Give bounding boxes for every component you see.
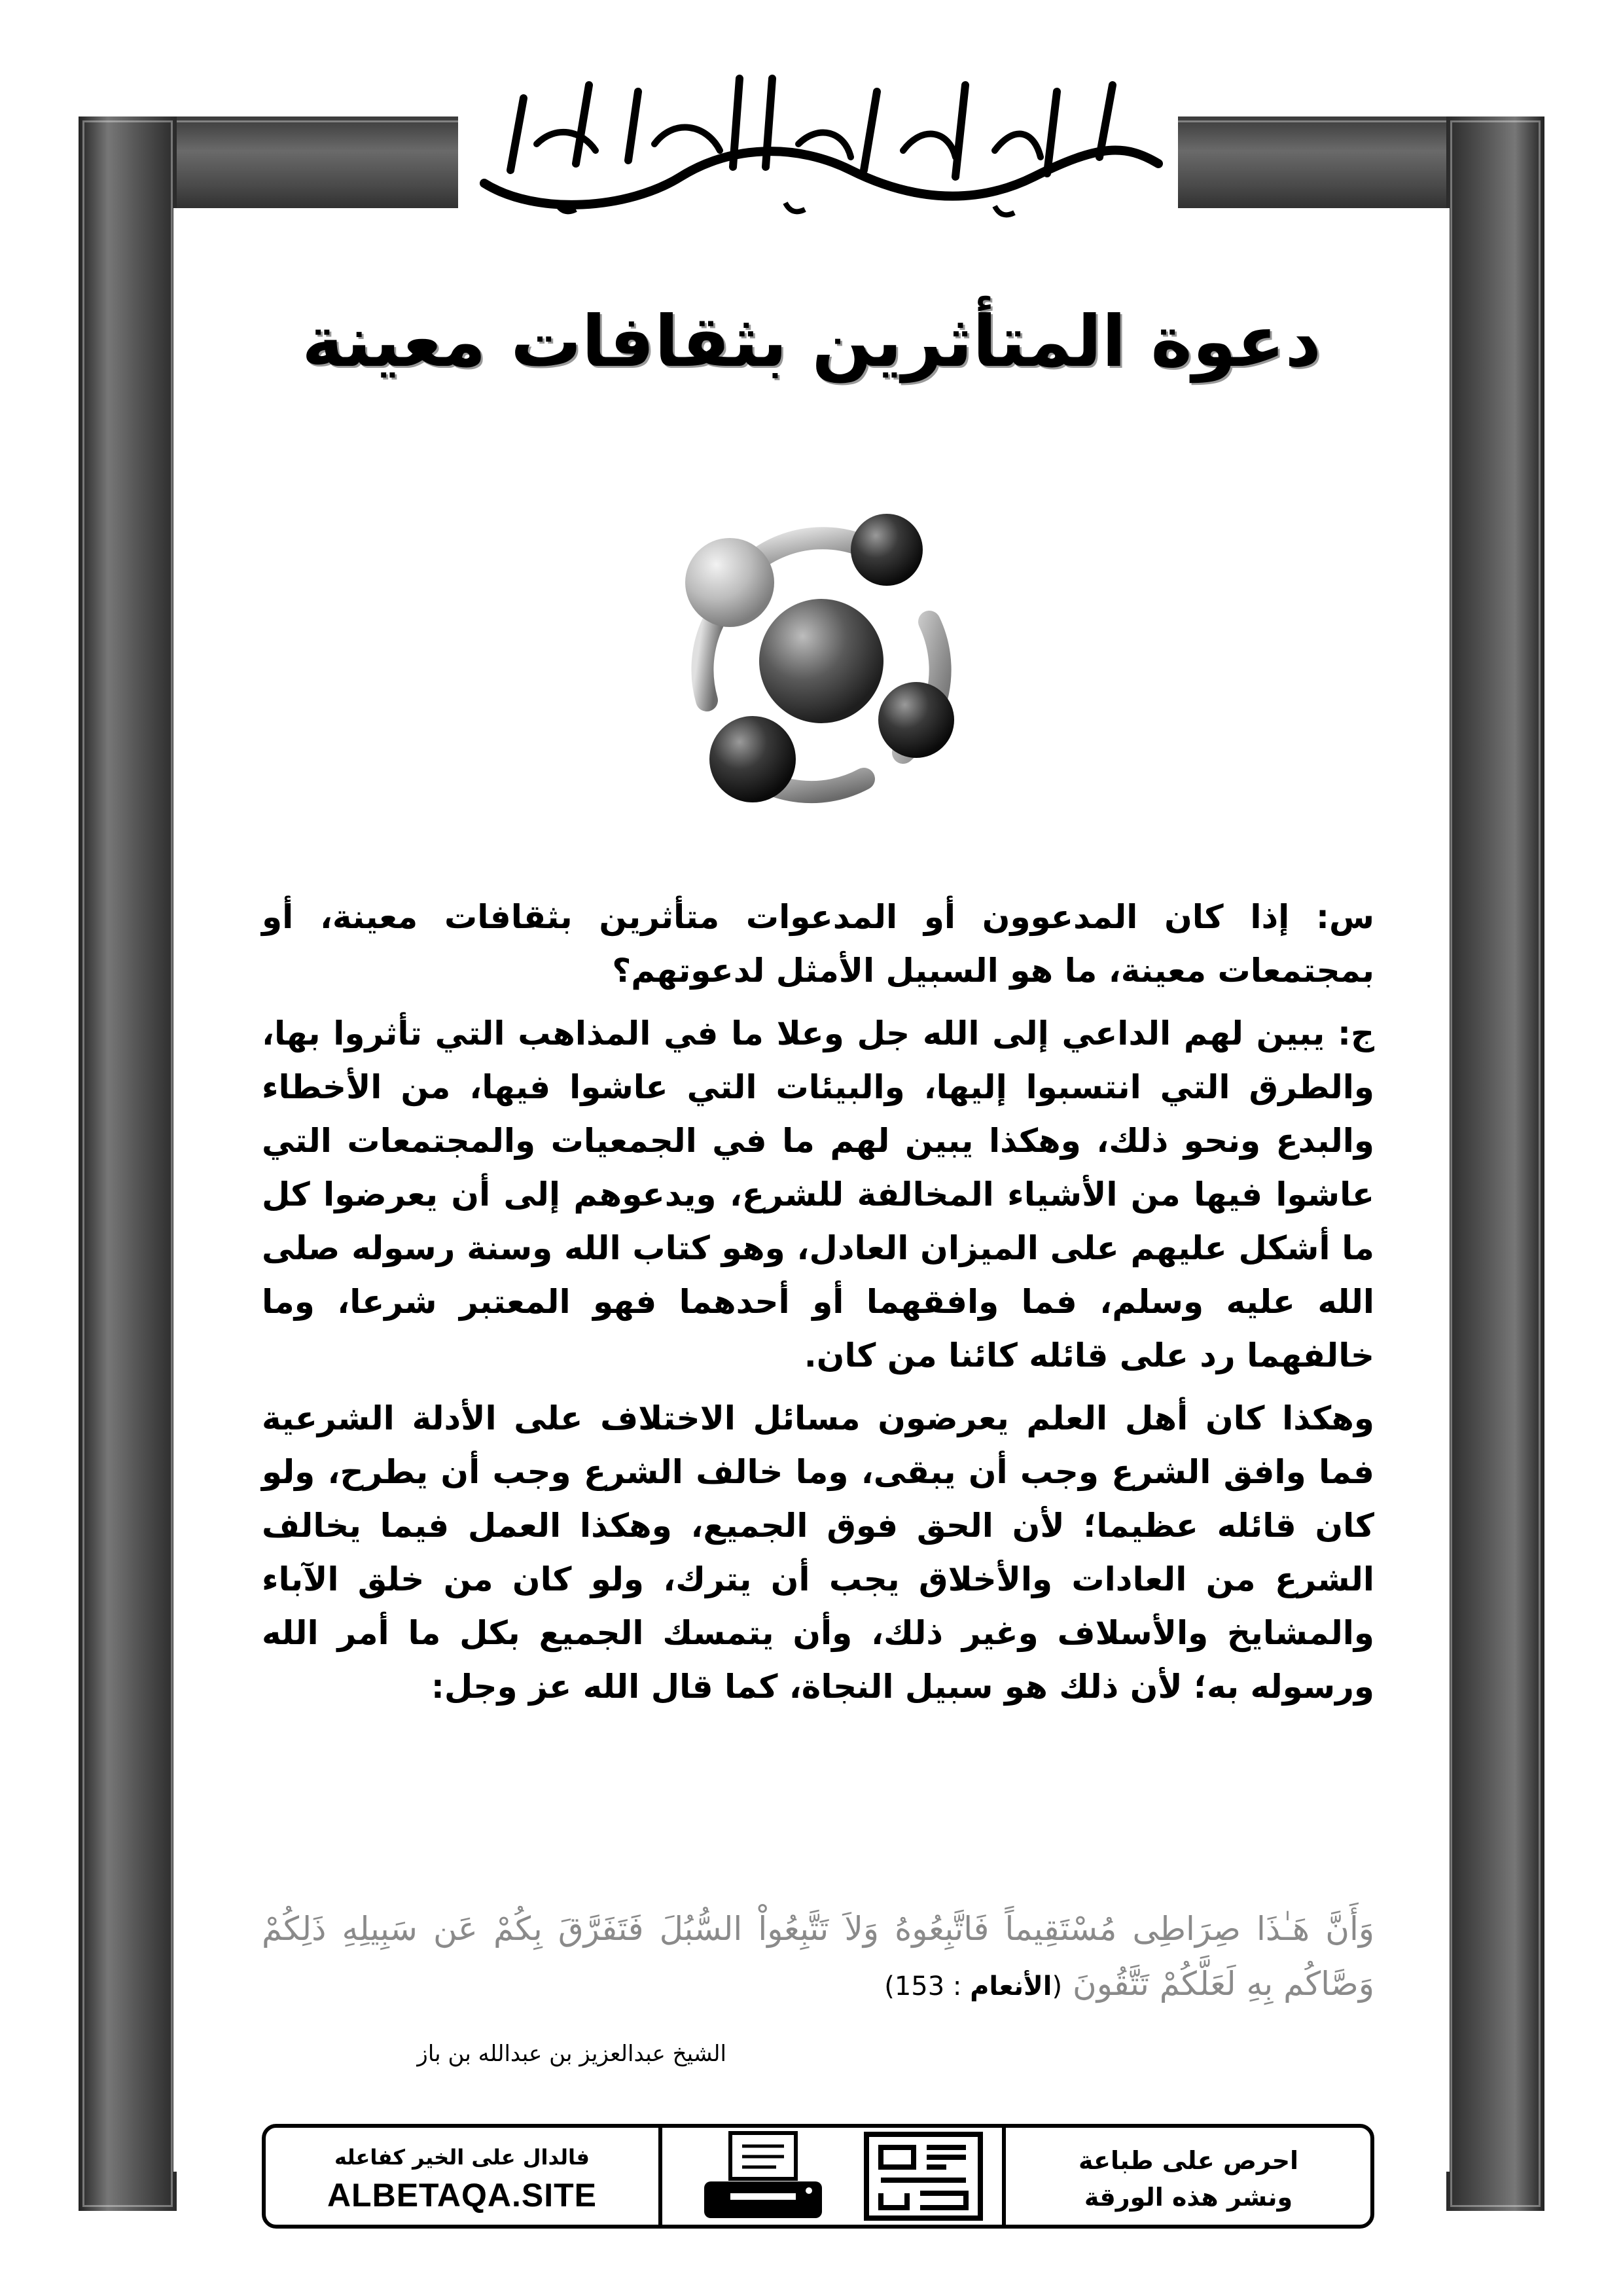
verse-text: وَأَنَّ هَـٰذَا صِرَاطِى مُسْتَقِيماً فَاتَّبِعُوهُ وَلاَ تَتَّبِعُواْ السُّبُلَ فَتَفَرَّقَ بِكُمْ عَن سَبِيلِهِ ذَلِكُمْ وَصَّاكُم بِهِ لَعَلَّكُمْ تَتَّقُونَ xyxy=(262,1910,1374,2003)
frame-right xyxy=(1446,117,1544,2211)
printer-icon xyxy=(685,2128,842,2225)
cta-line-1: احرص على طباعة xyxy=(1078,2146,1299,2175)
verse-ref-number: : 153) xyxy=(884,1971,971,2001)
basmala xyxy=(458,46,1178,236)
verse-surah: الأنعام xyxy=(970,1971,1052,2001)
author-name: الشيخ عبدالعزيز بن عبدالله بن باز xyxy=(417,2041,726,2067)
verse-ref-open: ( xyxy=(1052,1971,1063,2001)
footer-divider xyxy=(658,2124,662,2229)
quran-verse xyxy=(262,1901,1374,2014)
site-block xyxy=(266,2128,658,2225)
print-cta xyxy=(1005,2128,1372,2225)
page-title: دعوة المتأثرين بثقافات معينة xyxy=(302,301,1321,383)
answer-paragraph-2: وهكذا كان أهل العلم يعرضون مسائل الاختلاف على الأدلة الشرعية فما وافق الشرع وجب أن يبقى، وما خالف الشرع وجب أن يطرح، ولو كان قائله عظيما؛ لأن الحق فوق الجميع، وهكذا العمل فيما يخالف الشرع من العادات والأخلاق يجب أن يترك، ولو كان من خلق الآباء والمشايخ والأسلاف وغير ذلك، وأن يتمسك الجميع بكل ما أمر الله ورسوله به؛ لأن ذلك هو سبيل النجاة، كما قال الله عز وجل: xyxy=(262,1399,1374,1706)
frame-left xyxy=(79,117,177,2211)
cta-line-2: ونشر هذه الورقة xyxy=(1084,2183,1293,2212)
brand-logo xyxy=(855,2128,992,2225)
article-body xyxy=(262,890,1374,1723)
basmala-calligraphy xyxy=(458,46,1178,236)
footer-box xyxy=(262,2124,1374,2229)
people-circle-icon xyxy=(668,511,969,812)
site-tagline: فالدال على الخير كفاعله xyxy=(334,2145,590,2170)
verse-reference xyxy=(884,1971,1062,2001)
answer-paragraph-1: ج: يبين لهم الداعي إلى الله جل وعلا ما في المذاهب التي تأثروا بها، والطرق التي انتسبوا إليها، والبيئات التي عاشوا فيها، من الأخطاء والبدع ونحو ذلك، وهكذا يبين لهم ما في الجمعيات والمجتمعات التي عاشوا فيها من الأشياء المخالفة للشرع، ويدعوهم إلى أن يعرضوا كل ما أشكل عليهم على الميزان العادل، وهو كتاب الله وسنة رسوله صلى الله عليه وسلم، فما وافقهما أو أحدهما فهو المعتبر شرعا، وما خالفهما رد على قائله كائنا من كان. xyxy=(262,1014,1374,1374)
site-link[interactable]: ALBETAQA.SITE xyxy=(327,2177,597,2214)
question-paragraph: س: إذا كان المدعوون أو المدعوات متأثرين بثقافات معينة، أو بمجتمعات معينة، ما هو السبيل الأمثل لدعوتهم؟ xyxy=(262,898,1374,990)
